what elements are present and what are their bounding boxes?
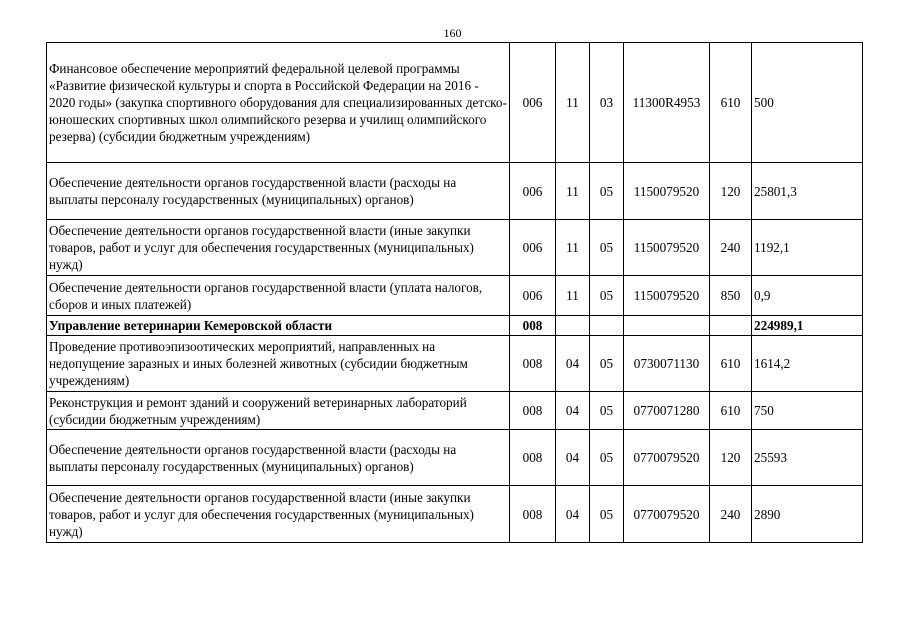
subsection-cell: 05 bbox=[590, 486, 624, 543]
amount-cell: 750 bbox=[752, 392, 863, 430]
amount-cell: 0,9 bbox=[752, 276, 863, 316]
amount-cell: 1614,2 bbox=[752, 336, 863, 392]
subsection-cell: 05 bbox=[590, 392, 624, 430]
target-article-cell: 0730071130 bbox=[624, 336, 710, 392]
ministry-code-cell: 008 bbox=[510, 392, 556, 430]
expense-type-cell bbox=[710, 316, 752, 336]
row-description: Обеспечение деятельности органов государственной власти (иные закупки товаров, работ и услуг для обеспечения государственных (муниципальных) нужд) bbox=[47, 486, 510, 543]
page-number: 160 bbox=[443, 26, 462, 40]
row-description: Управление ветеринарии Кемеровской области bbox=[47, 316, 510, 336]
row-description: Обеспечение деятельности органов государственной власти (уплата налогов, сборов и иных платежей) bbox=[47, 276, 510, 316]
section-cell bbox=[556, 316, 590, 336]
ministry-code-cell: 008 bbox=[510, 430, 556, 486]
expense-type-cell: 610 bbox=[710, 392, 752, 430]
ministry-code-cell: 006 bbox=[510, 220, 556, 276]
section-cell: 04 bbox=[556, 486, 590, 543]
target-article-cell bbox=[624, 316, 710, 336]
section-cell: 11 bbox=[556, 276, 590, 316]
expense-type-cell: 120 bbox=[710, 163, 752, 220]
target-article-cell: 0770079520 bbox=[624, 486, 710, 543]
row-description: Реконструкция и ремонт зданий и сооружений ветеринарных лабораторий (субсидии бюджетным учреждениям) bbox=[47, 392, 510, 430]
section-cell: 04 bbox=[556, 392, 590, 430]
row-description: Проведение противоэпизоотических мероприятий, направленных на недопущение заразных и иных болезней животных (субсидии бюджетным учреждениям) bbox=[47, 336, 510, 392]
subsection-cell: 05 bbox=[590, 336, 624, 392]
row-description: Обеспечение деятельности органов государственной власти (расходы на выплаты персоналу государственных (муниципальных) органов) bbox=[47, 430, 510, 486]
ministry-code-cell: 006 bbox=[510, 276, 556, 316]
table-row bbox=[47, 392, 863, 430]
table-row bbox=[47, 43, 863, 163]
ministry-code-cell: 006 bbox=[510, 163, 556, 220]
table-row bbox=[47, 316, 863, 336]
table-row bbox=[47, 276, 863, 316]
section-cell: 04 bbox=[556, 430, 590, 486]
table-row bbox=[47, 220, 863, 276]
target-article-cell: 1150079520 bbox=[624, 163, 710, 220]
subsection-cell: 05 bbox=[590, 220, 624, 276]
subsection-cell bbox=[590, 316, 624, 336]
section-cell: 11 bbox=[556, 163, 590, 220]
ministry-code-cell: 008 bbox=[510, 336, 556, 392]
amount-cell: 25801,3 bbox=[752, 163, 863, 220]
ministry-code-cell: 008 bbox=[510, 316, 556, 336]
expense-type-cell: 120 bbox=[710, 430, 752, 486]
amount-cell: 1192,1 bbox=[752, 220, 863, 276]
target-article-cell: 0770071280 bbox=[624, 392, 710, 430]
target-article-cell: 11300R4953 bbox=[624, 43, 710, 163]
section-cell: 04 bbox=[556, 336, 590, 392]
target-article-cell: 1150079520 bbox=[624, 276, 710, 316]
expense-type-cell: 850 bbox=[710, 276, 752, 316]
amount-cell: 224989,1 bbox=[752, 316, 863, 336]
subsection-cell: 05 bbox=[590, 430, 624, 486]
target-article-cell: 0770079520 bbox=[624, 430, 710, 486]
subsection-cell: 03 bbox=[590, 43, 624, 163]
row-description: Обеспечение деятельности органов государственной власти (иные закупки товаров, работ и услуг для обеспечения государственных (муниципальных) нужд) bbox=[47, 220, 510, 276]
table-row bbox=[47, 486, 863, 543]
budget-table bbox=[46, 42, 863, 543]
table-row bbox=[47, 430, 863, 486]
subsection-cell: 05 bbox=[590, 276, 624, 316]
table-row bbox=[47, 163, 863, 220]
ministry-code-cell: 006 bbox=[510, 43, 556, 163]
expense-type-cell: 240 bbox=[710, 220, 752, 276]
amount-cell: 500 bbox=[752, 43, 863, 163]
amount-cell: 25593 bbox=[752, 430, 863, 486]
expense-type-cell: 610 bbox=[710, 43, 752, 163]
expense-type-cell: 610 bbox=[710, 336, 752, 392]
ministry-code-cell: 008 bbox=[510, 486, 556, 543]
subsection-cell: 05 bbox=[590, 163, 624, 220]
section-cell: 11 bbox=[556, 220, 590, 276]
table-row bbox=[47, 336, 863, 392]
row-description: Финансовое обеспечение мероприятий федеральной целевой программы «Развитие физической культуры и спорта в Российской Федерации на 2016 - 2020 годы» (закупка спортивного оборудования для специализированных детско-юношеских спортивных школ олимпийского резерва и училищ олимпийского резерва) (субсидии бюджетным учреждениям) bbox=[47, 43, 510, 163]
target-article-cell: 1150079520 bbox=[624, 220, 710, 276]
expense-type-cell: 240 bbox=[710, 486, 752, 543]
row-description: Обеспечение деятельности органов государственной власти (расходы на выплаты персоналу государственных (муниципальных) органов) bbox=[47, 163, 510, 220]
amount-cell: 2890 bbox=[752, 486, 863, 543]
section-cell: 11 bbox=[556, 43, 590, 163]
